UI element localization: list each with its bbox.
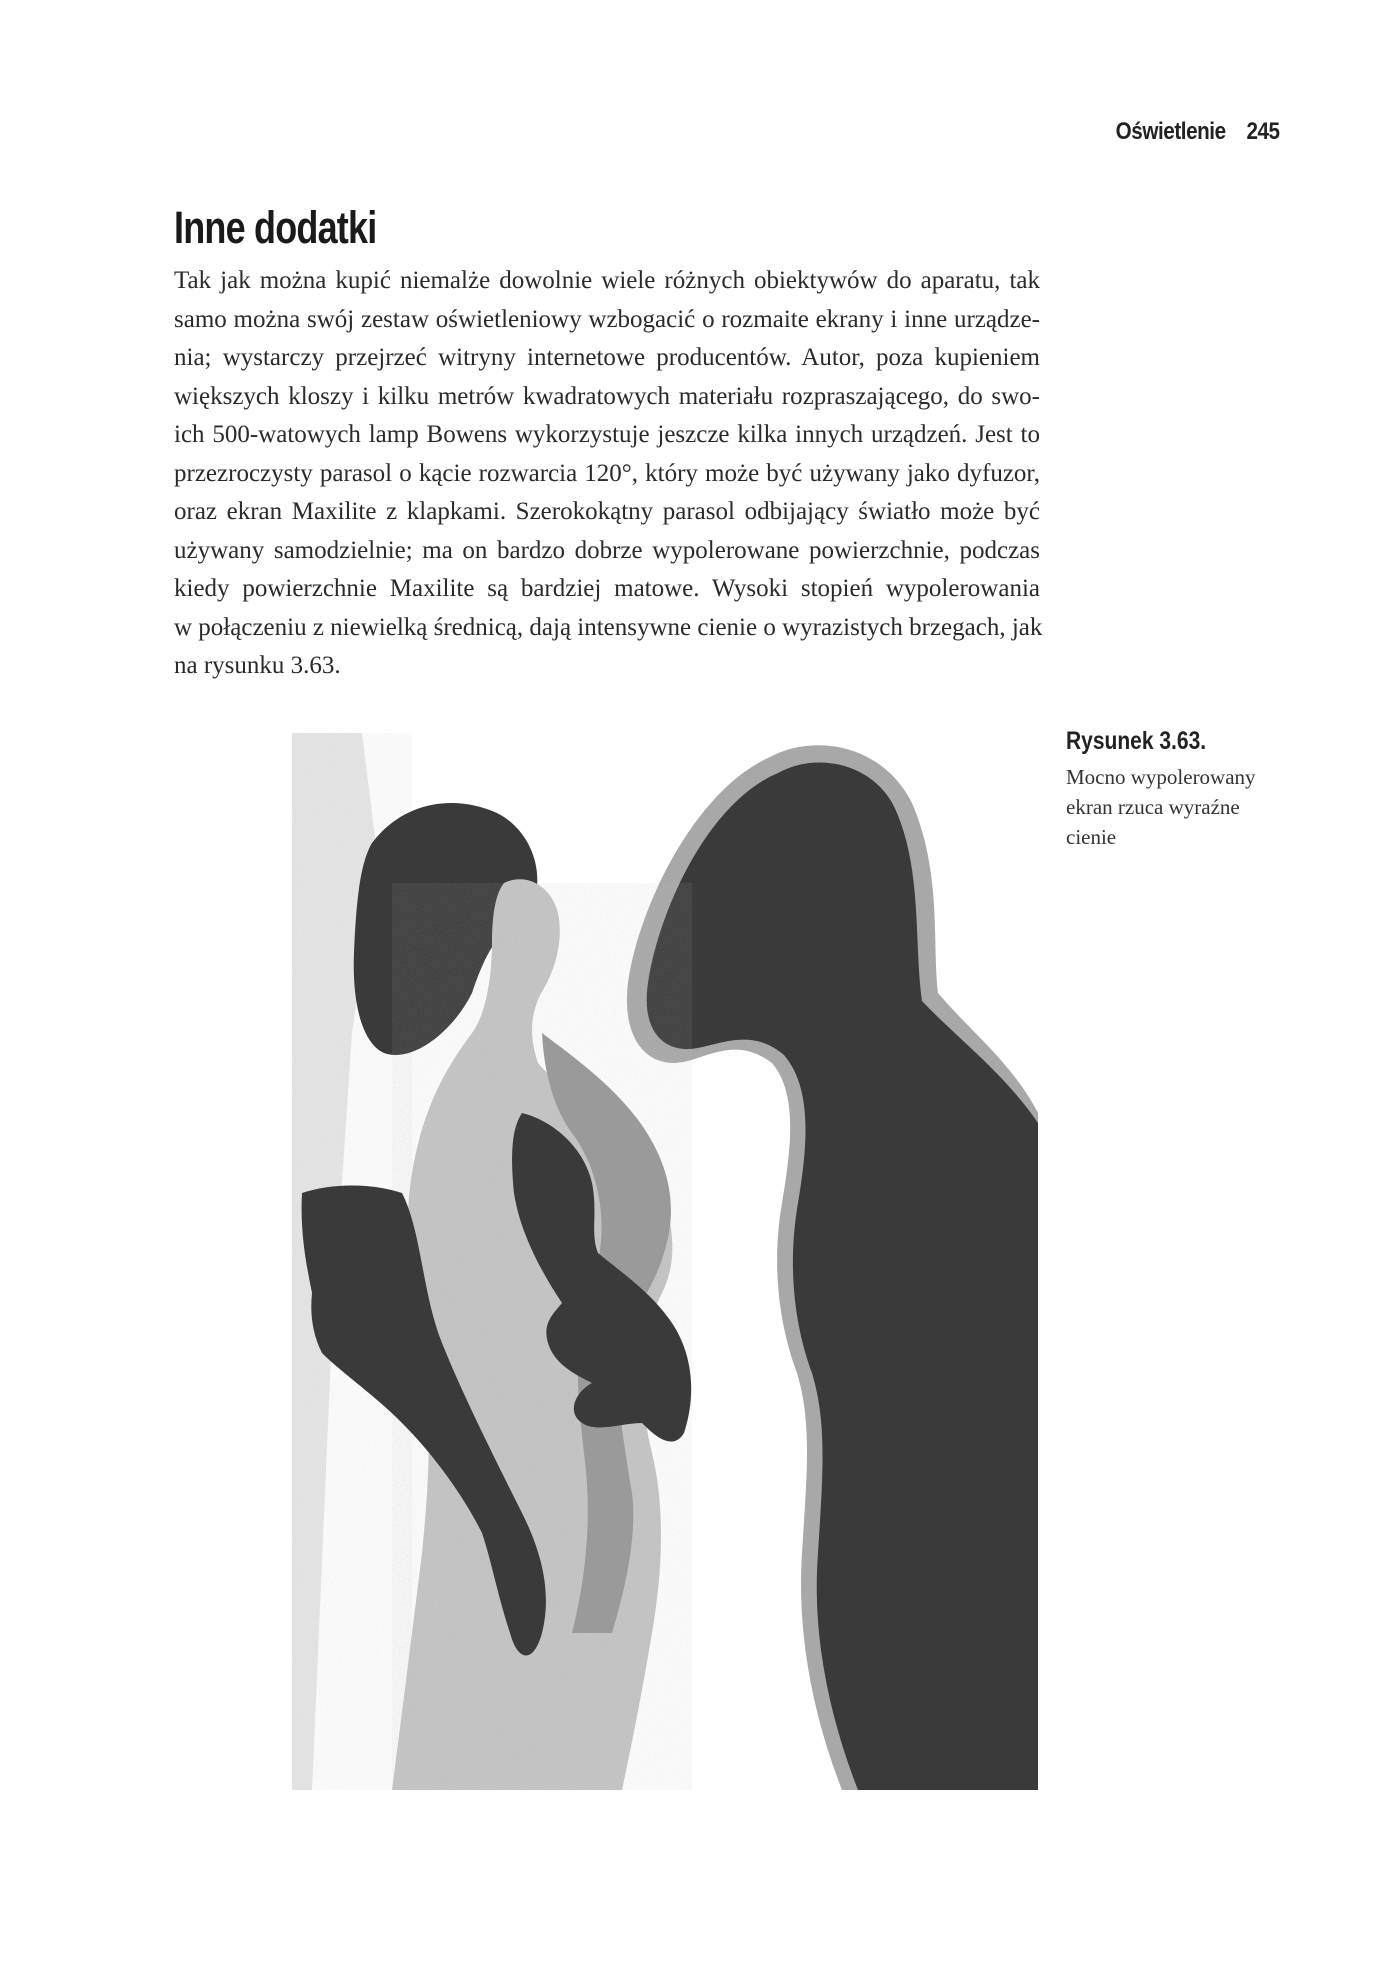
body-paragraph [174,262,1043,686]
caption-line: Mocno wypolerowany [1066,765,1256,789]
figure-label: Rysunek 3.63. [1066,727,1207,755]
figure-caption-text [1066,762,1296,852]
paragraph-line: przezroczysty parasol o kącie rozwarcia 120°, który może być używany jako dyfuzor, [174,459,1040,487]
running-header [1116,118,1280,146]
paragraph-line: Tak jak można kupić niemalże dowolnie wiele różnych obiektywów do aparatu, tak [174,267,1040,294]
section-heading: Inne dodatki [174,202,377,253]
paragraph-line: na rysunku 3.63. [174,652,341,679]
paragraph-line: nia; wystarczy przejrzeć witryny internetowe producentów. Autor, poza kupieniem [174,344,1040,371]
figure-caption [1066,727,1296,852]
paragraph-line: samo można swój zestaw oświetleniowy wzbogacić o rozmaite ekrany i inne urządze- [174,305,1040,333]
paragraph-line: w połączeniu z niewielką średnicą, dają intensywne cienie o wyrazistych brzegach, jak [174,613,1043,641]
paragraph-line: używany samodzielnie; ma on bardzo dobrze wypolerowane powierzchnie, podczas [174,536,1040,564]
paragraph-line: ich 500-watowych lamp Bowens wykorzystuje jeszcze kilka innych urządzeń. Jest to [174,421,1040,448]
page-number: 245 [1246,118,1280,145]
figure-photo [292,733,1038,1790]
paragraph-line: oraz ekran Maxilite z klapkami. Szerokokątny parasol odbijający światło może być [174,498,1040,525]
paragraph-line: kiedy powierzchnie Maxilite są bardziej matowe. Wysoki stopień wypolerowania [174,575,1040,602]
figure-illustration [292,733,1038,1790]
caption-line: cienie [1066,825,1117,849]
running-header-title: Oświetlenie [1116,118,1227,145]
paragraph-line: większych kloszy i kilku metrów kwadratowych materiału rozpraszającego, do swo- [174,382,1040,410]
caption-line: ekran rzuca wyraźne [1066,795,1240,819]
